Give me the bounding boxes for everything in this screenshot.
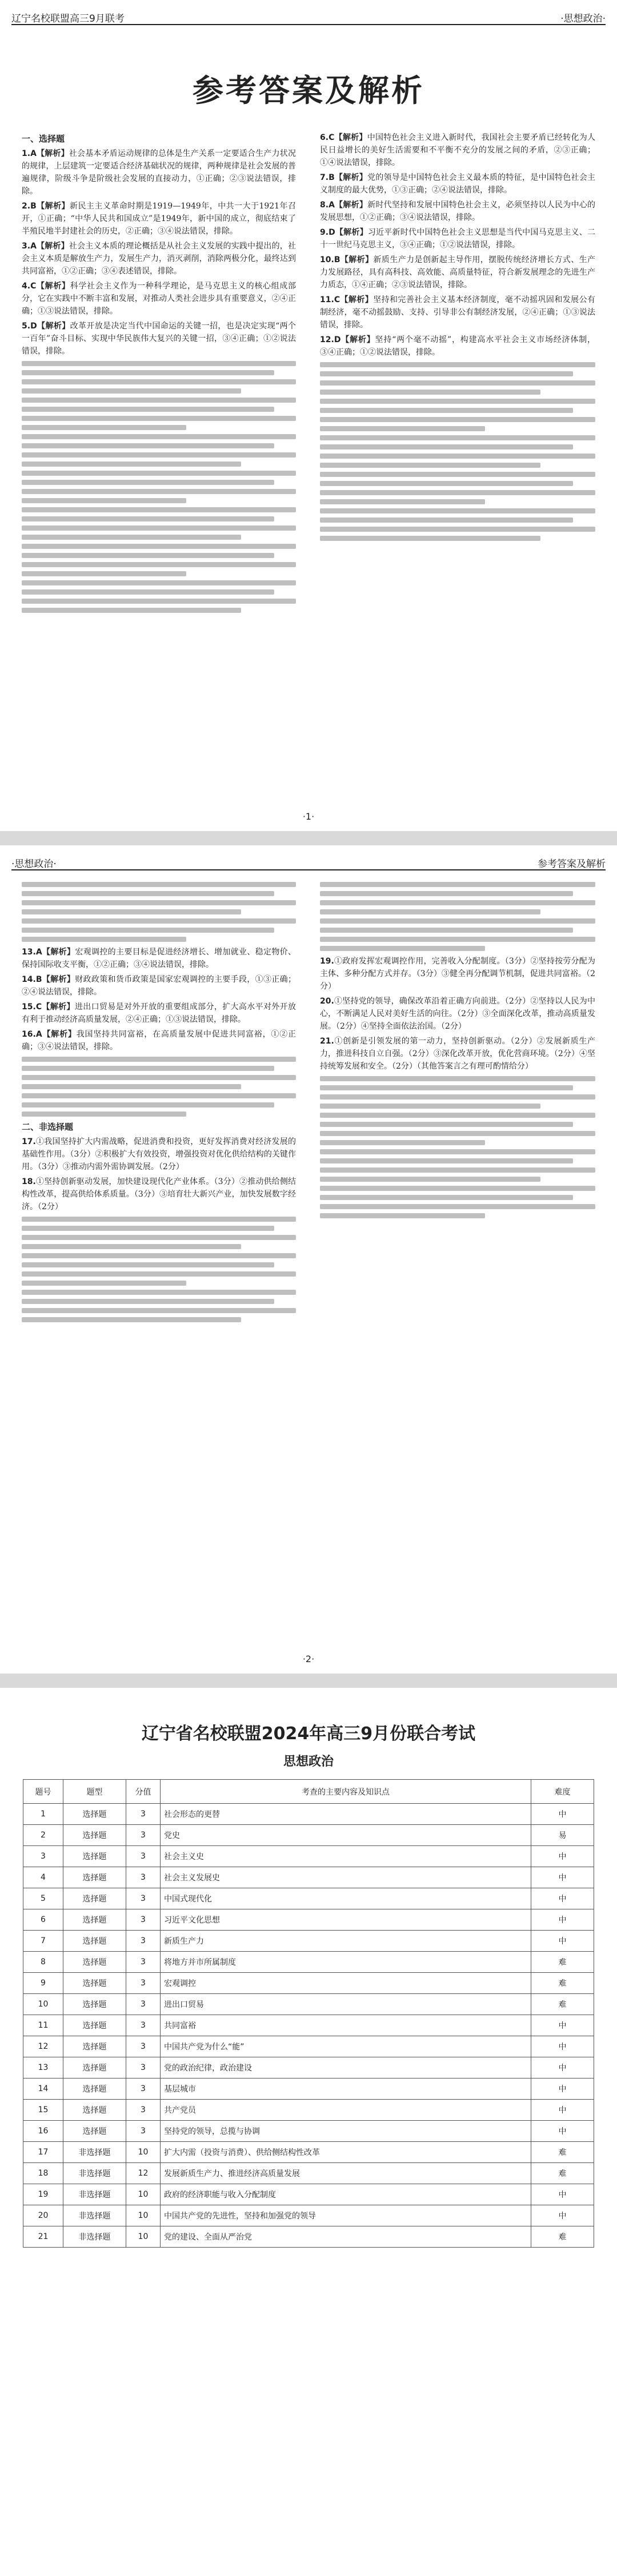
item-number: 6. xyxy=(320,133,329,142)
cell-type: 选择题 xyxy=(63,1825,126,1846)
item-number: 12. xyxy=(320,335,334,344)
cell-topic: 发展新质生产力、推进经济高质量发展 xyxy=(161,2163,531,2184)
item-text: 新时代坚持和发展中国特色社会主义，必须坚持以人民为中心的发展思想，①②正确；③④说法错误，排除。 xyxy=(320,200,595,222)
cell-topic: 社会主义史 xyxy=(161,1846,531,1867)
item-answer: A xyxy=(35,948,42,957)
page-number: ·1· xyxy=(302,811,315,822)
page-header xyxy=(11,8,606,25)
item-answer: B xyxy=(328,173,335,182)
item-answer: D xyxy=(30,322,37,331)
cell-score: 3 xyxy=(126,2057,161,2079)
answer-item xyxy=(22,240,296,278)
cell-topic: 共同富裕 xyxy=(161,2015,531,2036)
item-answer: B xyxy=(334,255,340,264)
item-text: ①我国坚持扩大内需战略，促进消费和投资，更好发挥消费对经济发展的基础性作用。（3分）②积极扩大有效投资，增强投资对优化供给结构的关键作用。（3分）③推动内需外需协调发展。（2分） xyxy=(22,1137,296,1171)
answer-column-left xyxy=(22,131,296,805)
cell-score: 10 xyxy=(126,2184,161,2205)
answer-item xyxy=(320,199,595,224)
page-title: 参考答案及解析 xyxy=(193,73,424,109)
col-header-topic: 考查的主要内容及知识点 xyxy=(161,1780,531,1804)
item-tag: 【解析】 xyxy=(340,335,375,344)
col-header-number: 题号 xyxy=(23,1780,63,1804)
cell-number: 2 xyxy=(23,1825,63,1846)
item-number: 20. xyxy=(320,997,334,1006)
item-text: 改革开放是决定当代中国命运的关键一招，也是决定实现“两个一百年”奋斗目标、实现中华民族伟大复兴的关键一招，③④正确；①②说法错误，排除。 xyxy=(22,322,296,356)
answer-item xyxy=(22,280,296,318)
spec-page xyxy=(0,1688,617,2576)
table-row xyxy=(23,1867,594,1888)
table-row xyxy=(23,1994,594,2015)
spec-table xyxy=(23,1779,594,2248)
cell-topic: 政府的经济职能与收入分配制度 xyxy=(161,2184,531,2205)
item-text: ①坚持党的领导，确保改革沿着正确方向前进。（2分）②坚持以人民为中心，不断满足人民对美好生活的向往。（2分）③全面深化改革，推动高质量发展。（2分）④坚持全面依法治国。（2分） xyxy=(320,997,595,1031)
item-tag: 【解析】 xyxy=(42,975,75,984)
item-text: 坚持和完善社会主义基本经济制度，毫不动摇巩固和发展公有制经济，毫不动摇鼓励、支持、引导非公有制经济发展，②④正确；①③说法错误，排除。 xyxy=(320,295,595,330)
cell-difficulty: 中 xyxy=(531,1804,594,1825)
table-row xyxy=(23,1825,594,1846)
cell-number: 1 xyxy=(23,1804,63,1825)
page-header xyxy=(11,853,606,870)
cell-score: 3 xyxy=(126,1888,161,1909)
cell-number: 5 xyxy=(23,1888,63,1909)
cell-difficulty: 难 xyxy=(531,2142,594,2163)
cell-score: 10 xyxy=(126,2142,161,2163)
answer-item xyxy=(22,1135,296,1173)
cell-type: 非选择题 xyxy=(63,2226,126,2248)
item-tag: 【解析】 xyxy=(36,149,69,158)
cell-topic: 中国式现代化 xyxy=(161,1888,531,1909)
answer-item xyxy=(320,171,595,196)
cell-topic: 中国共产党的先进性，坚持和加强党的领导 xyxy=(161,2205,531,2226)
item-tag: 【解析】 xyxy=(335,228,368,237)
answer-column-right xyxy=(320,878,595,1644)
item-text: ①政府发挥宏观调控作用，完善收入分配制度。（3分）②坚持按劳分配为主体、多种分配方式并存。（3分）③健全再分配调节机制，促进共同富裕。（2分） xyxy=(320,957,595,991)
cell-type: 非选择题 xyxy=(63,2142,126,2163)
item-text: 习近平新时代中国特色社会主义思想是当代中国马克思主义、二十一世纪马克思主义，③④正确；①②说法错误，排除。 xyxy=(320,228,595,250)
answer-item xyxy=(22,200,296,238)
cell-difficulty: 中 xyxy=(531,2205,594,2226)
item-text: 财政政策和货币政策是国家宏观调控的主要手段，①③正确；②④说法错误，排除。 xyxy=(22,975,296,997)
item-answer: A xyxy=(328,200,335,210)
item-tag: 【解析】 xyxy=(42,1002,75,1012)
cell-difficulty: 中 xyxy=(531,2100,594,2121)
cell-type: 选择题 xyxy=(63,1867,126,1888)
cell-type: 选择题 xyxy=(63,2100,126,2121)
item-number: 9. xyxy=(320,228,329,237)
cell-score: 3 xyxy=(126,2100,161,2121)
item-answer: A xyxy=(30,242,37,251)
table-row xyxy=(23,2184,594,2205)
cell-difficulty: 中 xyxy=(531,2184,594,2205)
cell-number: 17 xyxy=(23,2142,63,2163)
cell-difficulty: 中 xyxy=(531,2079,594,2100)
cell-difficulty: 中 xyxy=(531,1867,594,1888)
cell-number: 16 xyxy=(23,2121,63,2142)
table-row xyxy=(23,1931,594,1952)
cell-difficulty: 中 xyxy=(531,1846,594,1867)
cell-score: 12 xyxy=(126,2163,161,2184)
header-left: ·思想政治· xyxy=(11,858,57,870)
item-text: ①坚持创新驱动发展，加快建设现代化产业体系。（3分）②推动供给侧结构性改革，提高供给体系质量。（3分）③培育壮大新兴产业，加快发展数字经济。（2分） xyxy=(22,1177,296,1211)
table-row xyxy=(23,2205,594,2226)
item-number: 21. xyxy=(320,1037,334,1046)
cell-difficulty: 难 xyxy=(531,2226,594,2248)
cell-topic: 社会形态的更替 xyxy=(161,1804,531,1825)
cell-score: 3 xyxy=(126,2079,161,2100)
cell-type: 选择题 xyxy=(63,2079,126,2100)
page-number: ·2· xyxy=(302,1654,315,1664)
item-tag: 【解析】 xyxy=(340,295,374,304)
item-text: 宏观调控的主要目标是促进经济增长、增加就业、稳定物价、保持国际收支平衡，①②正确；③④说法错误，排除。 xyxy=(22,948,296,969)
cell-number: 15 xyxy=(23,2100,63,2121)
item-number: 11. xyxy=(320,295,334,304)
cell-topic: 宏观调控 xyxy=(161,1973,531,1994)
item-number: 1. xyxy=(22,149,31,158)
cell-difficulty: 中 xyxy=(531,1888,594,1909)
item-number: 19. xyxy=(320,957,334,966)
header-right: ·思想政治· xyxy=(560,13,606,25)
cell-score: 3 xyxy=(126,1909,161,1931)
answer-page-1 xyxy=(0,0,617,831)
cell-difficulty: 中 xyxy=(531,2015,594,2036)
cell-score: 10 xyxy=(126,2226,161,2248)
cell-topic: 进出口贸易 xyxy=(161,1994,531,2015)
answer-page-2 xyxy=(0,845,617,1674)
answer-item xyxy=(22,320,296,358)
cell-topic: 社会主义发展史 xyxy=(161,1867,531,1888)
item-text: 科学社会主义作为一种科学理论，是马克思主义的核心组成部分，它在实践中不断丰富和发展，对推动人类社会进步具有重要意义，②④正确；①③说法错误，排除。 xyxy=(22,282,296,316)
item-text: 中国特色社会主义进入新时代，我国社会主要矛盾已经转化为人民日益增长的美好生活需要和不平衡不充分的发展之间的矛盾，②③正确；①④说法错误，排除。 xyxy=(320,133,595,167)
answer-item xyxy=(22,1175,296,1213)
answer-item xyxy=(320,955,595,993)
cell-difficulty: 中 xyxy=(531,2036,594,2057)
cell-type: 选择题 xyxy=(63,2015,126,2036)
answer-item xyxy=(22,147,296,198)
item-answer: D xyxy=(328,228,335,237)
answer-item xyxy=(320,254,595,291)
cell-difficulty: 中 xyxy=(531,2121,594,2142)
cell-number: 19 xyxy=(23,2184,63,2205)
item-text: ①创新是引领发展的第一动力，坚持创新驱动。（2分）②发展新质生产力，推进科技自立自强。（2分）③深化改革开放，优化营商环境。（2分）④坚持统筹发展和安全。（2分）（其他答案言之有理可酌情给分） xyxy=(320,1037,595,1071)
cell-type: 选择题 xyxy=(63,2036,126,2057)
section-title: 一、选择题 xyxy=(22,134,65,144)
table-row xyxy=(23,2163,594,2184)
answer-item xyxy=(22,973,296,998)
item-answer: C xyxy=(328,133,335,142)
item-text: 新质生产力是创新起主导作用，摆脱传统经济增长方式、生产力发展路径，具有高科技、高效能、高质量特征，符合新发展理念的先进生产力质态，①④正确；②③说法错误，排除。 xyxy=(320,255,595,290)
table-row xyxy=(23,1909,594,1931)
table-row xyxy=(23,2226,594,2248)
cell-difficulty: 难 xyxy=(531,1952,594,1973)
exam-title: 辽宁省名校联盟2024年高三9月份联合考试 xyxy=(141,1724,476,1744)
item-number: 3. xyxy=(22,242,31,251)
table-row xyxy=(23,2057,594,2079)
cell-type: 选择题 xyxy=(63,1994,126,2015)
table-row xyxy=(23,1973,594,1994)
cell-score: 3 xyxy=(126,1994,161,2015)
cell-type: 选择题 xyxy=(63,1888,126,1909)
cell-score: 10 xyxy=(126,2205,161,2226)
cell-score: 3 xyxy=(126,1867,161,1888)
item-answer: C xyxy=(35,1002,42,1012)
item-number: 7. xyxy=(320,173,329,182)
cell-topic: 基层城市 xyxy=(161,2079,531,2100)
item-answer: B xyxy=(35,975,42,984)
cell-type: 非选择题 xyxy=(63,2163,126,2184)
table-row xyxy=(23,1888,594,1909)
cell-type: 选择题 xyxy=(63,2057,126,2079)
table-row xyxy=(23,2079,594,2100)
answer-item xyxy=(320,334,595,359)
cell-score: 3 xyxy=(126,1931,161,1952)
cell-number: 7 xyxy=(23,1931,63,1952)
item-tag: 【解析】 xyxy=(37,322,70,331)
table-row xyxy=(23,2142,594,2163)
cell-score: 3 xyxy=(126,2121,161,2142)
item-tag: 【解析】 xyxy=(42,948,75,957)
cell-difficulty: 中 xyxy=(531,1909,594,1931)
item-text: 进出口贸易是对外开放的重要组成部分，扩大高水平对外开放有利于推动经济高质量发展，②④正确；①③说法错误，排除。 xyxy=(22,1002,296,1024)
cell-type: 选择题 xyxy=(63,1804,126,1825)
item-text: 新民主主义革命时期是1919—1949年，中共一大于1921年召开，①正确；“中华人民共和国成立”是1949年，新中国的成立，彻底结束了半殖民地半封建社会的历史，②正确；③④说法错误，排除。 xyxy=(22,202,296,236)
item-number: 18. xyxy=(22,1177,36,1186)
item-text: 党的领导是中国特色社会主义最本质的特征，是中国特色社会主义制度的最大优势，①③正确；②④说法错误，排除。 xyxy=(320,173,595,195)
cell-number: 12 xyxy=(23,2036,63,2057)
table-header-row xyxy=(23,1780,594,1804)
cell-number: 9 xyxy=(23,1973,63,1994)
answer-item xyxy=(22,946,296,971)
item-number: 8. xyxy=(320,200,329,210)
header-left: 辽宁名校联盟高三9月联考 xyxy=(11,13,125,25)
answer-item xyxy=(22,1028,296,1053)
table-row xyxy=(23,2015,594,2036)
cell-number: 18 xyxy=(23,2163,63,2184)
item-answer: C xyxy=(30,282,37,291)
table-row xyxy=(23,1804,594,1825)
item-number: 15. xyxy=(22,1002,36,1012)
item-answer: B xyxy=(30,202,37,211)
header-right: 参考答案及解析 xyxy=(538,858,606,870)
answer-column-left xyxy=(22,878,296,1644)
item-tag: 【解析】 xyxy=(36,282,70,291)
cell-topic: 党的政治纪律，政治建设 xyxy=(161,2057,531,2079)
section-title: 二、非选择题 xyxy=(22,1122,74,1132)
cell-number: 6 xyxy=(23,1909,63,1931)
item-tag: 【解析】 xyxy=(334,173,368,182)
cell-number: 21 xyxy=(23,2226,63,2248)
cell-difficulty: 易 xyxy=(531,1825,594,1846)
item-tag: 【解析】 xyxy=(340,255,374,264)
cell-number: 14 xyxy=(23,2079,63,2100)
cell-topic: 新质生产力 xyxy=(161,1931,531,1952)
answer-item xyxy=(320,226,595,251)
cell-difficulty: 中 xyxy=(531,1931,594,1952)
item-text: 社会基本矛盾运动规律的总体是生产关系一定要适合生产力状况的规律，上层建筑一定要适合经济基础状况的规律，两种规律是社会发展的普遍规律，阶级斗争是阶级社会发展的直接动力，①正确；②③说法错误，排除。 xyxy=(22,149,296,196)
cell-type: 选择题 xyxy=(63,1909,126,1931)
answer-item xyxy=(320,294,595,331)
cell-number: 20 xyxy=(23,2205,63,2226)
table-row xyxy=(23,1846,594,1867)
cell-topic: 坚持党的领导，总揽与协调 xyxy=(161,2121,531,2142)
cell-number: 3 xyxy=(23,1846,63,1867)
cell-topic: 将地方并市所属制度 xyxy=(161,1952,531,1973)
answer-item xyxy=(22,1001,296,1026)
cell-type: 选择题 xyxy=(63,1973,126,1994)
item-answer: C xyxy=(334,295,340,304)
item-number: 2. xyxy=(22,202,31,211)
cell-type: 选择题 xyxy=(63,2121,126,2142)
col-header-score: 分值 xyxy=(126,1780,161,1804)
cell-difficulty: 难 xyxy=(531,1973,594,1994)
cell-score: 3 xyxy=(126,2015,161,2036)
cell-score: 3 xyxy=(126,1846,161,1867)
cell-score: 3 xyxy=(126,1804,161,1825)
cell-type: 选择题 xyxy=(63,1931,126,1952)
col-header-difficulty: 难度 xyxy=(531,1780,594,1804)
item-text: 社会主义本质的理论概括是从社会主义发展的实践中提出的，社会主义本质是解放生产力，发展生产力，消灭剥削，消除两极分化，最终达到共同富裕，①②正确；③④表述错误，排除。 xyxy=(22,242,296,276)
cell-number: 4 xyxy=(23,1867,63,1888)
cell-number: 11 xyxy=(23,2015,63,2036)
cell-topic: 扩大内需（投资与消费）、供给侧结构性改革 xyxy=(161,2142,531,2163)
item-number: 16. xyxy=(22,1030,36,1039)
cell-number: 13 xyxy=(23,2057,63,2079)
table-row xyxy=(23,2036,594,2057)
cell-score: 3 xyxy=(126,1973,161,1994)
cell-type: 选择题 xyxy=(63,1952,126,1973)
item-answer: D xyxy=(334,335,341,344)
cell-topic: 中国共产党为什么“能” xyxy=(161,2036,531,2057)
item-text: 我国坚持共同富裕，在高质量发展中促进共同富裕，①②正确；③④说法错误，排除。 xyxy=(22,1030,296,1052)
cell-type: 选择题 xyxy=(63,1846,126,1867)
cell-topic: 党史 xyxy=(161,1825,531,1846)
item-number: 13. xyxy=(22,948,36,957)
cell-topic: 习近平文化思想 xyxy=(161,1909,531,1931)
item-answer: A xyxy=(30,149,37,158)
item-tag: 【解析】 xyxy=(334,133,367,142)
item-number: 10. xyxy=(320,255,334,264)
table-row xyxy=(23,1952,594,1973)
cell-number: 10 xyxy=(23,1994,63,2015)
cell-score: 3 xyxy=(126,1825,161,1846)
col-header-type: 题型 xyxy=(63,1780,126,1804)
cell-difficulty: 难 xyxy=(531,1994,594,2015)
item-number: 14. xyxy=(22,975,36,984)
table-row xyxy=(23,2121,594,2142)
cell-type: 非选择题 xyxy=(63,2184,126,2205)
cell-topic: 共产党员 xyxy=(161,2100,531,2121)
item-number: 5. xyxy=(22,322,31,331)
cell-score: 3 xyxy=(126,2036,161,2057)
answer-item xyxy=(320,995,595,1033)
table-row xyxy=(23,2100,594,2121)
cell-score: 3 xyxy=(126,1952,161,1973)
answer-column-right xyxy=(320,131,595,805)
cell-number: 8 xyxy=(23,1952,63,1973)
item-answer: A xyxy=(35,1030,42,1039)
item-tag: 【解析】 xyxy=(42,1030,77,1039)
cell-topic: 党的建设、全面从严治党 xyxy=(161,2226,531,2248)
item-text: 坚持“两个毫不动摇”，构建高水平社会主义市场经济体制，③④正确；①②说法错误，排除。 xyxy=(320,335,595,357)
item-number: 17. xyxy=(22,1137,36,1146)
item-tag: 【解析】 xyxy=(36,202,70,211)
cell-type: 非选择题 xyxy=(63,2205,126,2226)
item-tag: 【解析】 xyxy=(334,200,368,210)
exam-subject: 思想政治 xyxy=(283,1755,334,1769)
answer-item xyxy=(320,131,595,169)
cell-difficulty: 难 xyxy=(531,2163,594,2184)
answer-item xyxy=(320,1035,595,1073)
item-number: 4. xyxy=(22,282,31,291)
cell-difficulty: 中 xyxy=(531,2057,594,2079)
item-tag: 【解析】 xyxy=(36,242,69,251)
